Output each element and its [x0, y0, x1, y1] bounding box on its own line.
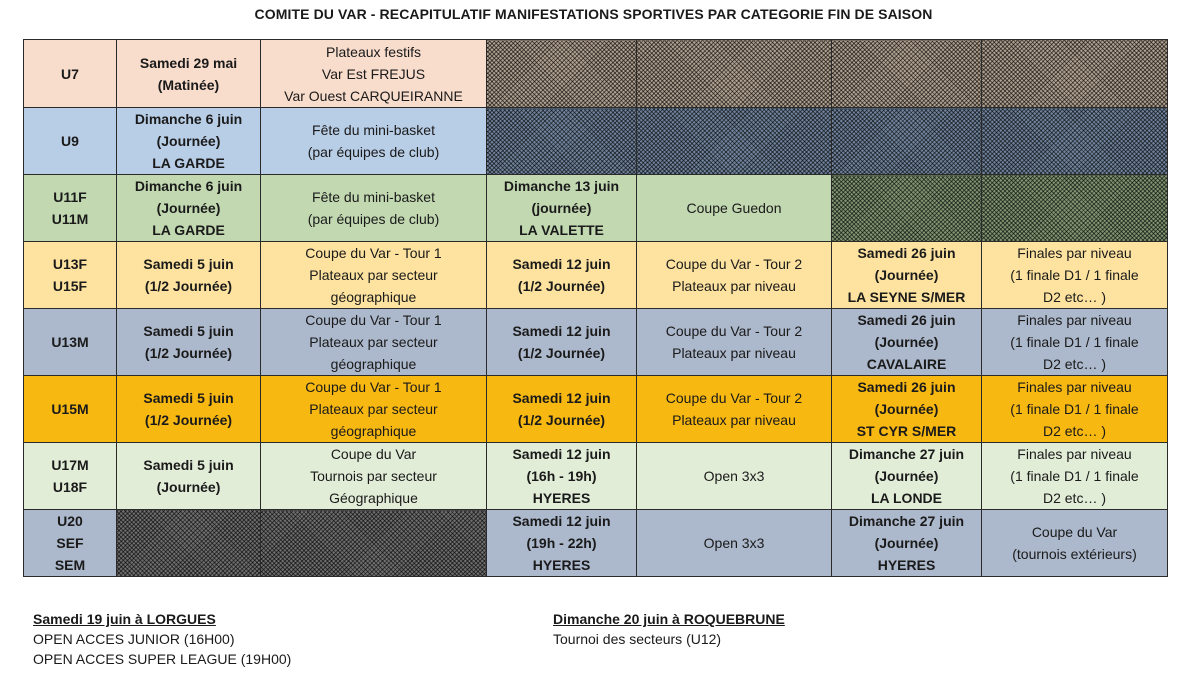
category-cell: U15M — [24, 376, 117, 443]
unavailable-cell — [637, 40, 832, 108]
event-cell: Coupe du Var - Tour 1 Plateaux par secteur géographique — [261, 242, 487, 309]
event-cell: Coupe Guedon — [637, 175, 832, 242]
date-cell: Samedi 29 mai (Matinée) — [117, 40, 261, 108]
unavailable-cell — [832, 40, 982, 108]
event-cell: Finales par niveau (1 finale D1 / 1 finale D2 etc… ) — [982, 376, 1168, 443]
date-cell: Samedi 5 juin (1/2 Journée) — [117, 309, 261, 376]
date-cell: Dimanche 27 juin (Journée) HYERES — [832, 510, 982, 577]
footer-line: OPEN ACCES SUPER LEAGUE (19H00) — [33, 651, 292, 667]
date-cell: Dimanche 13 juin (journée) LA VALETTE — [487, 175, 637, 242]
table-row — [24, 376, 1168, 443]
category-cell: U20 SEF SEM — [24, 510, 117, 577]
event-cell: Fête du mini-basket (par équipes de club) — [261, 108, 487, 175]
date-cell: Dimanche 27 juin (Journée) LA LONDE — [832, 443, 982, 510]
unavailable-cell — [487, 108, 637, 175]
event-cell: Fête du mini-basket (par équipes de club) — [261, 175, 487, 242]
footer-line: Tournoi des secteurs (U12) — [553, 631, 722, 647]
date-cell: Samedi 5 juin (Journée) — [117, 443, 261, 510]
table-row — [24, 510, 1168, 577]
event-cell: Coupe du Var - Tour 2 Plateaux par niveau — [637, 242, 832, 309]
event-cell: Finales par niveau (1 finale D1 / 1 finale D2 etc… ) — [982, 242, 1168, 309]
date-cell: Samedi 5 juin (1/2 Journée) — [117, 242, 261, 309]
date-cell: Samedi 26 juin (Journée) CAVALAIRE — [832, 309, 982, 376]
unavailable-cell — [487, 40, 637, 108]
event-cell: Open 3x3 — [637, 510, 832, 577]
event-cell: Plateaux festifs Var Est FREJUS Var Ouest CARQUEIRANNE — [261, 40, 487, 108]
footer-roquebrune — [553, 609, 785, 649]
category-cell: U17M U18F — [24, 443, 117, 510]
category-cell: U13M — [24, 309, 117, 376]
footer-lorgues — [33, 609, 291, 669]
page-title: COMITE DU VAR - RECAPITULATIF MANIFESTATIONS SPORTIVES PAR CATEGORIE FIN DE SAISON — [254, 6, 933, 22]
date-cell: Samedi 12 juin (19h - 22h) HYERES — [487, 510, 637, 577]
table-row — [24, 175, 1168, 242]
date-cell: Samedi 26 juin (Journée) ST CYR S/MER — [832, 376, 982, 443]
unavailable-cell — [117, 510, 261, 577]
table-row — [24, 309, 1168, 376]
event-cell: Coupe du Var - Tour 1 Plateaux par secteur géographique — [261, 376, 487, 443]
table-row — [24, 242, 1168, 309]
category-cell: U9 — [24, 108, 117, 175]
event-cell: Coupe du Var - Tour 2 Plateaux par niveau — [637, 376, 832, 443]
unavailable-cell — [261, 510, 487, 577]
event-cell: Coupe du Var (tournois extérieurs) — [982, 510, 1168, 577]
event-cell: Coupe du Var - Tour 1 Plateaux par secteur géographique — [261, 309, 487, 376]
category-cell: U7 — [24, 40, 117, 108]
event-cell: Coupe du Var Tournois par secteur Géographique — [261, 443, 487, 510]
date-cell: Samedi 12 juin (1/2 Journée) — [487, 242, 637, 309]
table-row — [24, 40, 1168, 108]
unavailable-cell — [982, 40, 1168, 108]
event-cell: Finales par niveau (1 finale D1 / 1 finale D2 etc… ) — [982, 309, 1168, 376]
footer-heading: Samedi 19 juin à LORGUES — [33, 611, 216, 627]
event-cell: Open 3x3 — [637, 443, 832, 510]
table-row — [24, 108, 1168, 175]
unavailable-cell — [832, 175, 982, 242]
event-cell: Coupe du Var - Tour 2 Plateaux par niveau — [637, 309, 832, 376]
footer-line: OPEN ACCES JUNIOR (16H00) — [33, 631, 235, 647]
unavailable-cell — [982, 175, 1168, 242]
date-cell: Samedi 26 juin (Journée) LA SEYNE S/MER — [832, 242, 982, 309]
category-cell: U11F U11M — [24, 175, 117, 242]
date-cell: Dimanche 6 juin (Journée) LA GARDE — [117, 108, 261, 175]
unavailable-cell — [637, 108, 832, 175]
schedule-table — [23, 39, 1168, 577]
footer-heading: Dimanche 20 juin à ROQUEBRUNE — [553, 611, 785, 627]
date-cell: Dimanche 6 juin (Journée) LA GARDE — [117, 175, 261, 242]
date-cell: Samedi 12 juin (1/2 Journée) — [487, 376, 637, 443]
date-cell: Samedi 12 juin (1/2 Journée) — [487, 309, 637, 376]
date-cell: Samedi 5 juin (1/2 Journée) — [117, 376, 261, 443]
unavailable-cell — [982, 108, 1168, 175]
table-row — [24, 443, 1168, 510]
date-cell: Samedi 12 juin (16h - 19h) HYERES — [487, 443, 637, 510]
event-cell: Finales par niveau (1 finale D1 / 1 finale D2 etc… ) — [982, 443, 1168, 510]
unavailable-cell — [832, 108, 982, 175]
category-cell: U13F U15F — [24, 242, 117, 309]
